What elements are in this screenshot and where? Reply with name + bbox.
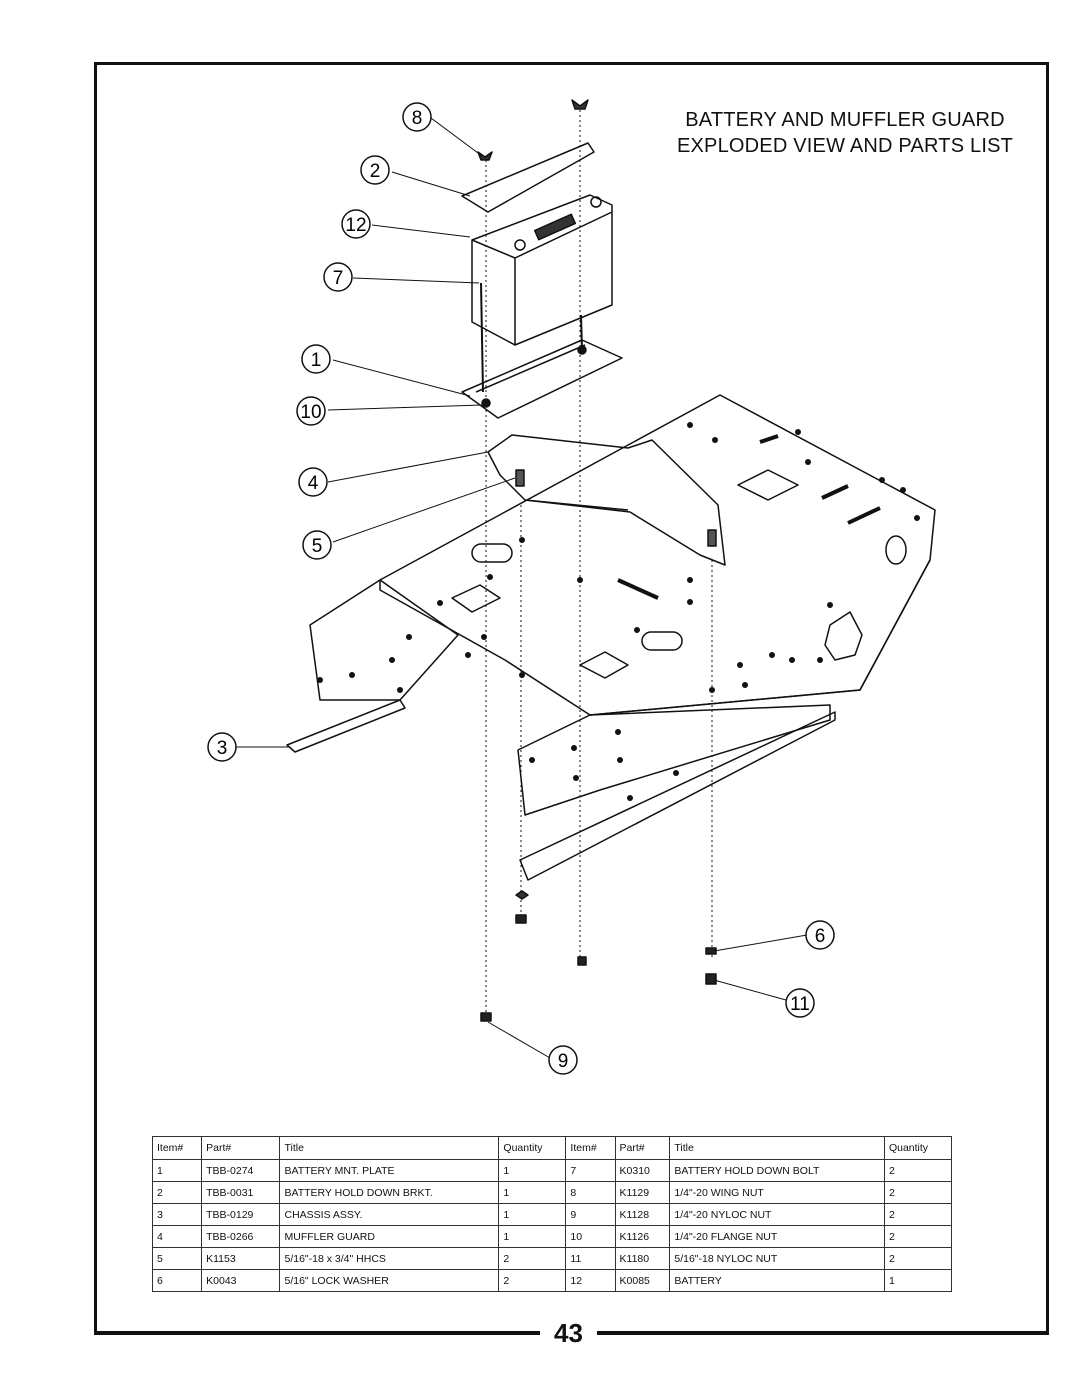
- cell-item: 12: [566, 1270, 615, 1292]
- cell-part: K0043: [202, 1270, 280, 1292]
- table-row: [153, 1226, 952, 1248]
- cell-quantity: 1: [499, 1226, 566, 1248]
- svg-text:4: 4: [307, 473, 319, 494]
- cell-title: CHASSIS ASSY.: [280, 1204, 499, 1226]
- cell-title: 1/4"-20 NYLOC NUT: [670, 1204, 885, 1226]
- cell-part: K1180: [615, 1248, 670, 1270]
- svg-text:9: 9: [557, 1051, 569, 1072]
- svg-text:1: 1: [310, 350, 322, 371]
- parts-table-header-row: [153, 1137, 952, 1160]
- cell-quantity: 1: [884, 1270, 951, 1292]
- callouts: [208, 103, 834, 1074]
- callout-3: [208, 733, 236, 761]
- cell-part: TBB-0266: [202, 1226, 280, 1248]
- svg-text:5: 5: [311, 536, 323, 557]
- svg-text:3: 3: [216, 738, 228, 759]
- svg-text:8: 8: [411, 108, 423, 129]
- cell-quantity: 2: [499, 1248, 566, 1270]
- cell-part: K0310: [615, 1160, 670, 1182]
- callout-10: [297, 397, 325, 425]
- callout-9: [549, 1046, 577, 1074]
- table-row: [153, 1270, 952, 1292]
- cell-quantity: 1: [499, 1204, 566, 1226]
- cell-item: 9: [566, 1204, 615, 1226]
- svg-text:7: 7: [332, 268, 344, 289]
- svg-text:11: 11: [790, 994, 810, 1015]
- cell-part: TBB-0129: [202, 1204, 280, 1226]
- page-number: 43: [554, 1318, 583, 1348]
- cell-item: 3: [153, 1204, 202, 1226]
- callout-6: [806, 921, 834, 949]
- cell-part: TBB-0031: [202, 1182, 280, 1204]
- header-item-2: Item#: [566, 1137, 615, 1160]
- chassis-assembly: [287, 395, 935, 880]
- header-quantity-2: Quantity: [884, 1137, 951, 1160]
- cell-item: 1: [153, 1160, 202, 1182]
- callout-1: [302, 345, 330, 373]
- cell-item: 8: [566, 1182, 615, 1204]
- cell-title: BATTERY: [670, 1270, 885, 1292]
- cell-quantity: 2: [884, 1160, 951, 1182]
- cell-part: K1153: [202, 1248, 280, 1270]
- cell-title: 5/16"-18 NYLOC NUT: [670, 1248, 885, 1270]
- svg-text:6: 6: [814, 926, 826, 947]
- cell-title: 1/4"-20 WING NUT: [670, 1182, 885, 1204]
- battery-mount-plate-edge: [476, 345, 585, 392]
- cell-title: 1/4"-20 FLANGE NUT: [670, 1226, 885, 1248]
- cell-quantity: 1: [499, 1182, 566, 1204]
- flange-nut-2: [578, 346, 586, 354]
- cell-title: MUFFLER GUARD: [280, 1226, 499, 1248]
- cell-title: BATTERY HOLD DOWN BOLT: [670, 1160, 885, 1182]
- svg-text:12: 12: [345, 215, 367, 236]
- cell-part: K1128: [615, 1204, 670, 1226]
- wing-nut-part: [478, 100, 588, 160]
- muffler-guard: [488, 435, 725, 565]
- parts-list-table: [152, 1136, 952, 1292]
- cell-quantity: 2: [499, 1270, 566, 1292]
- header-quantity: Quantity: [499, 1137, 566, 1160]
- flange-nut: [482, 399, 490, 407]
- cell-quantity: 2: [884, 1204, 951, 1226]
- header-title: Title: [280, 1137, 499, 1160]
- cell-part: K0085: [615, 1270, 670, 1292]
- cell-item: 11: [566, 1248, 615, 1270]
- header-item: Item#: [153, 1137, 202, 1160]
- cell-title: BATTERY HOLD DOWN BRKT.: [280, 1182, 499, 1204]
- cell-quantity: 2: [884, 1226, 951, 1248]
- cell-title: 5/16" LOCK WASHER: [280, 1270, 499, 1292]
- cell-quantity: 2: [884, 1182, 951, 1204]
- cell-item: 6: [153, 1270, 202, 1292]
- battery-part: [472, 195, 612, 345]
- cell-quantity: 2: [884, 1248, 951, 1270]
- cell-item: 7: [566, 1160, 615, 1182]
- table-row: [153, 1182, 952, 1204]
- hold-down-bolt-2: [581, 315, 582, 350]
- table-row: [153, 1160, 952, 1182]
- cell-title: 5/16"-18 x 3/4" HHCS: [280, 1248, 499, 1270]
- callout-12: [342, 210, 370, 238]
- hold-down-bolt: [481, 283, 483, 392]
- svg-text:2: 2: [369, 161, 381, 182]
- hhcs-bolt: [516, 470, 524, 486]
- cell-item: 4: [153, 1226, 202, 1248]
- cell-part: K1126: [615, 1226, 670, 1248]
- cell-item: 10: [566, 1226, 615, 1248]
- svg-text:10: 10: [300, 402, 322, 423]
- header-title-2: Title: [670, 1137, 885, 1160]
- cell-item: 5: [153, 1248, 202, 1270]
- callout-7: [324, 263, 352, 291]
- hhcs-bolt-2: [708, 530, 716, 546]
- cell-quantity: 1: [499, 1160, 566, 1182]
- callout-8: [403, 103, 431, 131]
- callout-5: [303, 531, 331, 559]
- cell-item: 2: [153, 1182, 202, 1204]
- callout-2: [361, 156, 389, 184]
- muffler-guard-edge: [525, 500, 628, 510]
- callout-11: [786, 989, 814, 1017]
- header-part: Part#: [202, 1137, 280, 1160]
- header-part-2: Part#: [615, 1137, 670, 1160]
- cell-part: TBB-0274: [202, 1160, 280, 1182]
- table-row: [153, 1248, 952, 1270]
- lower-hardware: [481, 891, 716, 1021]
- title-line-1: BATTERY AND MUFFLER GUARD: [685, 109, 1005, 131]
- callout-4: [299, 468, 327, 496]
- cell-title: BATTERY MNT. PLATE: [280, 1160, 499, 1182]
- title-line-2: EXPLODED VIEW AND PARTS LIST: [676, 135, 1014, 157]
- cell-part: K1129: [615, 1182, 670, 1204]
- table-row: [153, 1204, 952, 1226]
